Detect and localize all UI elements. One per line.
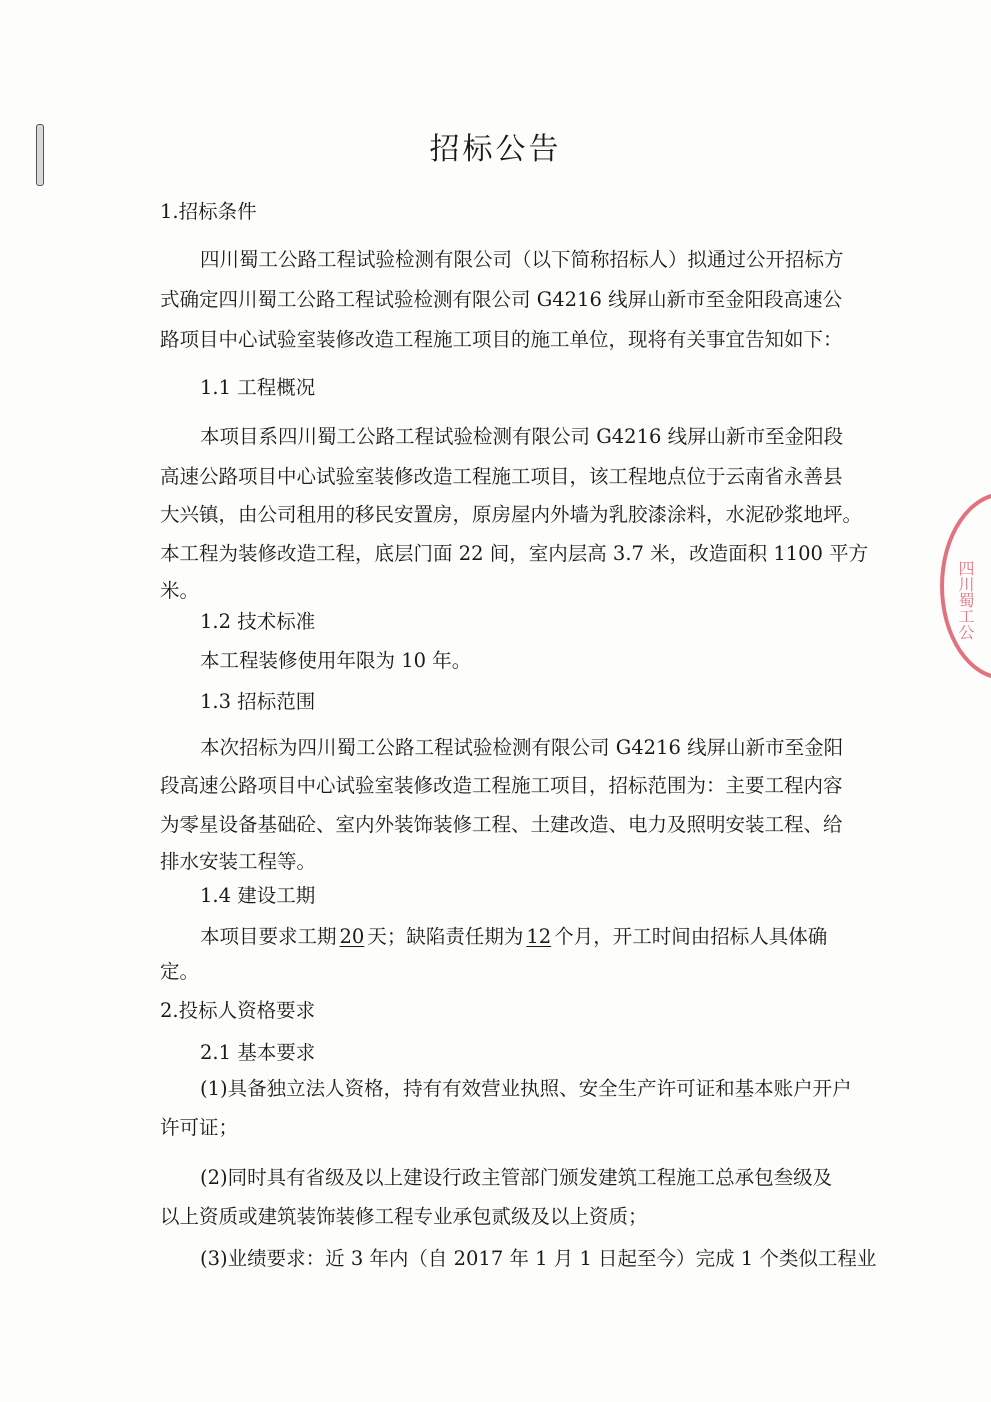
period-days: 20 xyxy=(339,925,365,948)
tech-standard-line: 本工程装修使用年限为 10 年。 xyxy=(200,649,472,672)
section-1-3-heading: 1.3 招标范围 xyxy=(200,690,316,713)
overview-line-2: 高速公路项目中心试验室装修改造工程施工项目，该工程地点位于云南省永善县 xyxy=(160,465,843,488)
section-2-1-heading: 2.1 基本要求 xyxy=(200,1041,316,1064)
section-1-1-heading: 1.1 工程概况 xyxy=(200,376,316,399)
requirement-2-line-2: 以上资质或建筑装饰装修工程专业承包贰级及以上资质； xyxy=(160,1205,648,1228)
overview-line-1: 本项目系四川蜀工公路工程试验检测有限公司 G4216 线屏山新市至金阳段 xyxy=(200,425,844,448)
scope-line-1: 本次招标为四川蜀工公路工程试验检测有限公司 G4216 线屏山新市至金阳 xyxy=(200,736,844,759)
requirement-2-line-1: (2)同时具有省级及以上建设行政主管部门颁发建筑工程施工总承包叁级及 xyxy=(200,1166,833,1189)
intro-line-3: 路项目中心试验室装修改造工程施工项目的施工单位，现将有关事宜告知如下： xyxy=(160,328,843,351)
period-text-1: 本项目要求工期 xyxy=(200,925,337,948)
section-1-heading: 1.招标条件 xyxy=(160,200,257,223)
period-months: 12 xyxy=(526,925,552,948)
period-line-1 xyxy=(200,918,860,956)
overview-line-3: 大兴镇，由公司租用的移民安置房，原房屋内外墙为乳胶漆涂料，水泥砂浆地坪。 xyxy=(160,503,863,526)
scope-line-3: 为零星设备基础砼、室内外装饰装修工程、土建改造、电力及照明安装工程、给 xyxy=(160,813,843,836)
overview-line-5: 米。 xyxy=(160,579,200,602)
scope-line-4: 排水安装工程等。 xyxy=(160,850,317,873)
intro-line-2: 式确定四川蜀工公路工程试验检测有限公司 G4216 线屏山新市至金阳段高速公 xyxy=(160,288,843,311)
period-text-2: 天；缺陷责任期为 xyxy=(367,925,524,948)
section-2-heading: 2.投标人资格要求 xyxy=(160,999,316,1022)
section-1-4-heading: 1.4 建设工期 xyxy=(200,884,316,907)
requirement-1-line-1: (1)具备独立法人资格，持有有效营业执照、安全生产许可证和基本账户开户 xyxy=(200,1077,852,1100)
section-1-2-heading: 1.2 技术标准 xyxy=(200,610,316,633)
period-line-2: 定。 xyxy=(160,960,200,983)
period-text-3: 个月，开工时间由招标人具体确 xyxy=(554,925,828,948)
company-seal-text: 四川蜀工公 xyxy=(956,560,975,640)
scope-line-2: 段高速公路项目中心试验室装修改造工程施工项目，招标范围为：主要工程内容 xyxy=(160,774,843,797)
requirement-3-line-1: (3)业绩要求：近 3 年内（自 2017 年 1 月 1 日起至今）完成 1 个类似工程业 xyxy=(200,1247,877,1270)
page-title: 招标公告 xyxy=(429,132,562,167)
requirement-1-line-2: 许可证； xyxy=(160,1116,239,1139)
overview-line-4: 本工程为装修改造工程，底层门面 22 间，室内层高 3.7 米，改造面积 1100 平方 xyxy=(160,542,869,565)
intro-line-1: 四川蜀工公路工程试验检测有限公司（以下简称招标人）拟通过公开招标方 xyxy=(200,248,844,271)
